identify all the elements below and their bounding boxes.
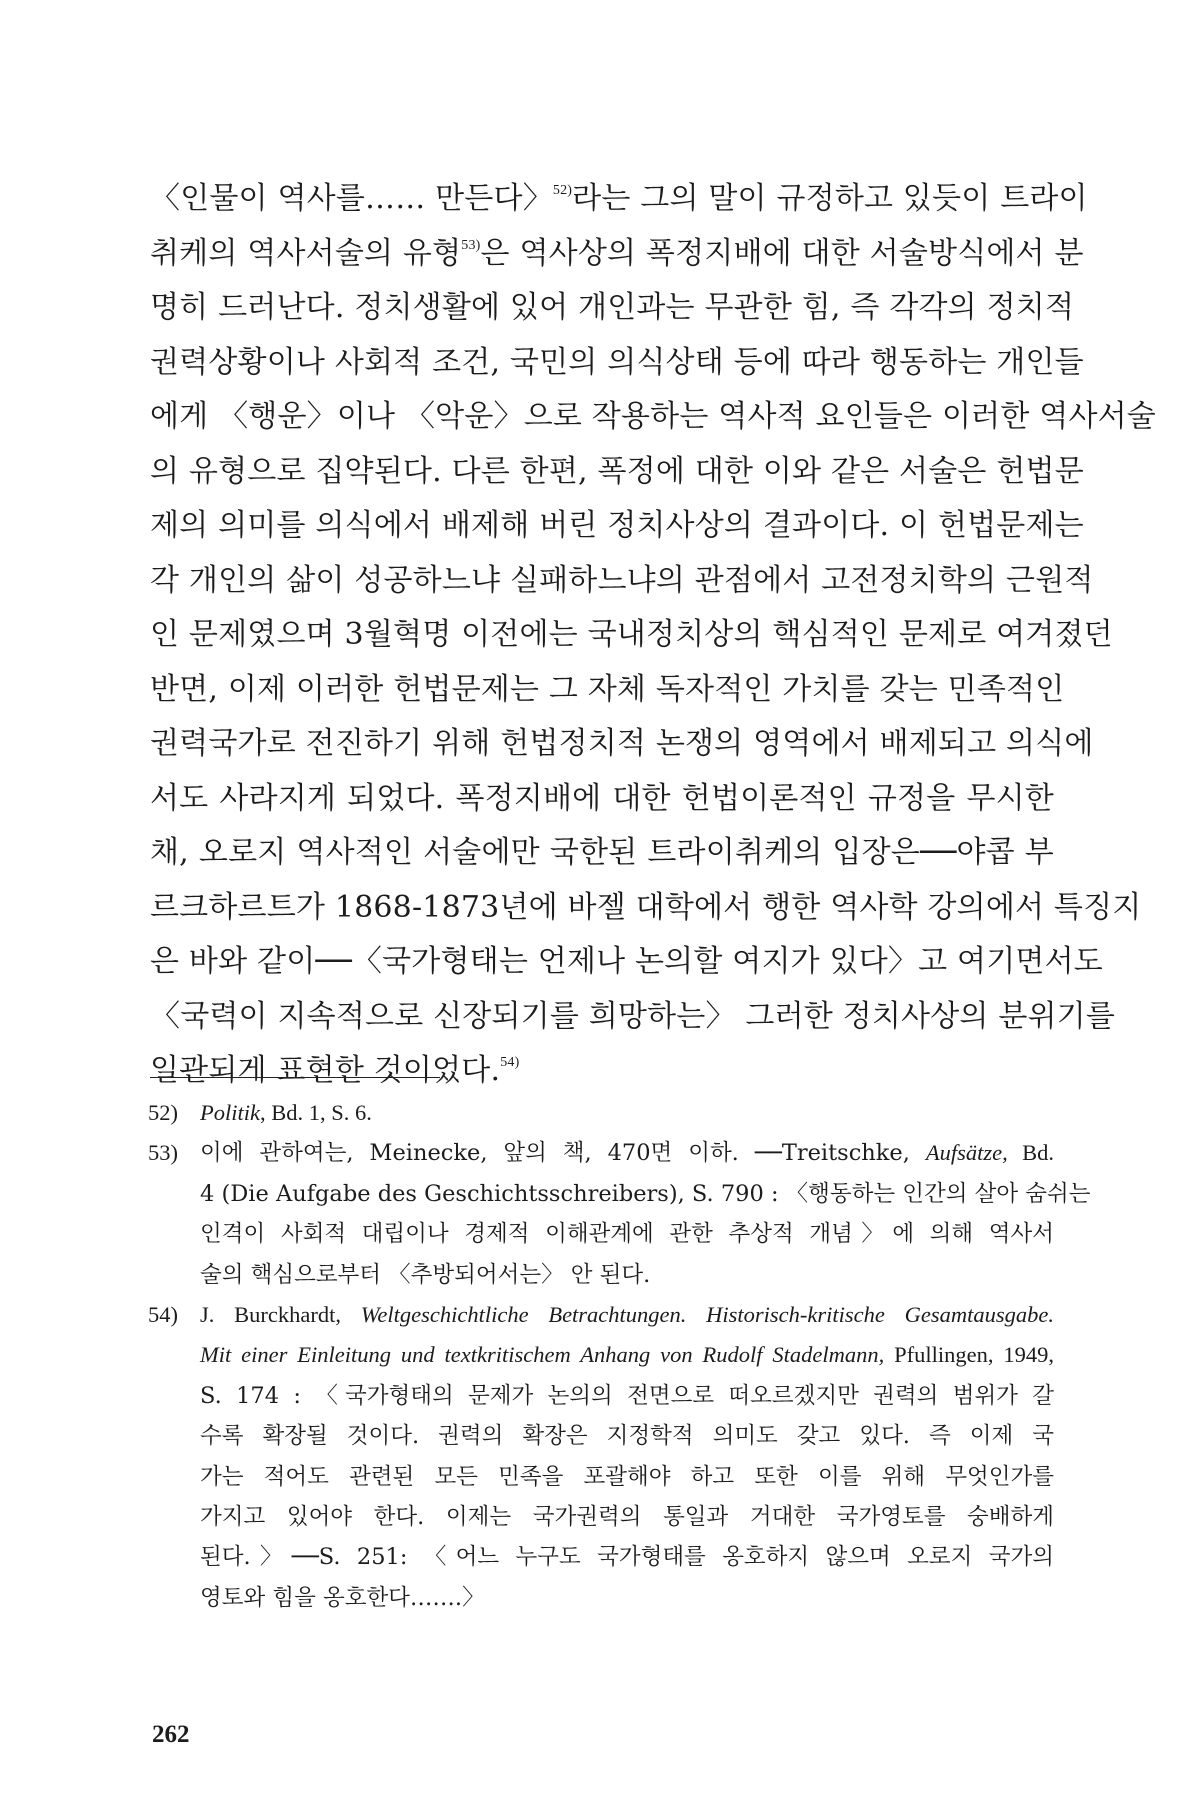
- footnote-54-line: 된다.〉──S. 251: 〈어느 누구도 국가형태를 옹호하지 않으며 오로지 국가의: [200, 1544, 1054, 1571]
- footnote-53-line: 4 (Die Aufgabe des Geschichtsschreibers), S. 790 : 〈행동하는 인간의 살아 숨쉬는: [200, 1180, 1091, 1207]
- body-line-4: 권력상황이나 사회적 조건, 국민의 의식상태 등에 따라 행동하는 개인들: [150, 344, 1084, 380]
- footnote-ref-54: 54): [500, 1055, 520, 1070]
- footnote-54: 54) J. Burckhardt, Weltgeschichtliche Betrachtungen. Historisch-kritische Gesamtausgabe.: [148, 1295, 1054, 1335]
- footnote-54-line: 수록 확장될 것이다. 권력의 확장은 지정학적 의미도 갖고 있다. 즉 이제 국: [200, 1423, 1054, 1450]
- body-line-14: 르크하르트가 1868-1873년에 바젤 대학에서 행한 역사학 강의에서 특징지: [150, 889, 1142, 925]
- footnote-53: 53) 이에 관하여는, Meinecke, 앞의 책, 470면 이하. ──Treitschke, Aufsätze, Bd.: [148, 1133, 1054, 1173]
- page-number: 262: [152, 1721, 190, 1748]
- body-line-6: 의 유형으로 집약된다. 다른 한편, 폭정에 대한 이와 같은 서술은 헌법문: [150, 453, 1084, 489]
- footnote-ref-53: 53): [461, 237, 481, 253]
- body-line-10: 반면, 이제 이러한 헌법문제는 그 자체 독자적인 가치를 갖는 민족적인: [150, 671, 1065, 707]
- body-line-3: 명히 드러난다. 정치생활에 있어 개인과는 무관한 힘, 즉 각각의 정치적: [150, 290, 1075, 325]
- footnote-54-line: 영토와 힘을 옹호한다…….〉: [200, 1584, 485, 1611]
- footnote-number: 52): [148, 1100, 178, 1125]
- body-line-5: 에게 〈행운〉이나 〈악운〉으로 작용하는 역사적 요인들은 이러한 역사서술: [150, 399, 1156, 434]
- footnote-54-line: S. 174 : 〈국가형태의 문제가 논의의 전면으로 떠오르겠지만 권력의 범위가 갈: [200, 1382, 1054, 1409]
- body-line-17: 일관되게 표현한 것이었다.$^{54)}$: [150, 1053, 520, 1088]
- footnote-number: 53): [148, 1140, 178, 1166]
- footnote-title: Politik: [200, 1100, 260, 1125]
- body-line-2: 취케의 역사서술의 유형$^{53)}$은 역사상의 폭정지배에 대한 서술방식에서 분: [150, 235, 1084, 271]
- footnote-53-line: 인격이 사회적 대립이나 경제적 이해관계에 관한 추상적 개념〉에 의해 역사서: [200, 1221, 1054, 1248]
- body-line-13: 채, 오로지 역사적인 서술에만 국한된 트라이취케의 입장은──야콥 부: [150, 835, 1054, 870]
- body-line-15: 은 바와 같이──〈국가형태는 언제나 논의할 여지가 있다〉고 여기면서도: [150, 944, 1103, 979]
- body-line-8: 각 개인의 삶이 성공하느냐 실패하느냐의 관점에서 고전정치학의 근원적: [150, 562, 1094, 598]
- body-line-16: 〈국력이 지속적으로 신장되기를 희망하는〉 그러한 정치사상의 분위기를: [150, 998, 1116, 1034]
- footnotes: [148, 1093, 1091, 1618]
- body-line-12: 서도 사라지게 되었다. 폭정지배에 대한 헌법이론적인 규정을 무시한: [150, 780, 1054, 816]
- footnote-54-line: 가지고 있어야 한다. 이제는 국가권력의 통일과 거대한 국가영토를 숭배하게: [200, 1503, 1054, 1530]
- footnote-title: Aufsätze,: [925, 1140, 1008, 1166]
- body-line-1: 〈인물이 역사를…… 만든다〉$^{52)}$라는 그의 말이 규정하고 있듯이 트라이: [150, 181, 1088, 216]
- body-paragraph: [150, 172, 1156, 1099]
- footnote-54-line: 가는 적어도 관련된 모든 민족을 포괄해야 하고 또한 이를 위해 무엇인가를: [200, 1463, 1054, 1490]
- body-line-7: 제의 의미를 의식에서 배제해 버린 정치사상의 결과이다. 이 헌법문제는: [150, 508, 1084, 543]
- footnote-52: 52) Politik, Bd. 1, S. 6.: [148, 1093, 1054, 1133]
- footnote-ref-52: 52): [552, 183, 573, 198]
- footnote-divider: [150, 1077, 440, 1078]
- footnote-53-line: 술의 핵심으로부터 〈추방되어서는〉 안 된다.: [200, 1261, 651, 1288]
- body-line-9: 인 문제였으며 3월혁명 이전에는 국내정치상의 핵심적인 문제로 여겨졌던: [150, 617, 1113, 652]
- body-line-11: 권력국가로 전진하기 위해 헌법정치적 논쟁의 영역에서 배제되고 의식에: [150, 726, 1094, 761]
- footnote-number: 54): [148, 1301, 178, 1327]
- footnote-54-line: Mit einer Einleitung und textkritischem Anhang von Rudolf Stadelmann, Pfullingen, 1949,: [200, 1342, 1054, 1368]
- footnote-title: Weltgeschichtliche Betrachtungen. Historisch-kritische Gesamtausgabe.: [360, 1301, 1054, 1327]
